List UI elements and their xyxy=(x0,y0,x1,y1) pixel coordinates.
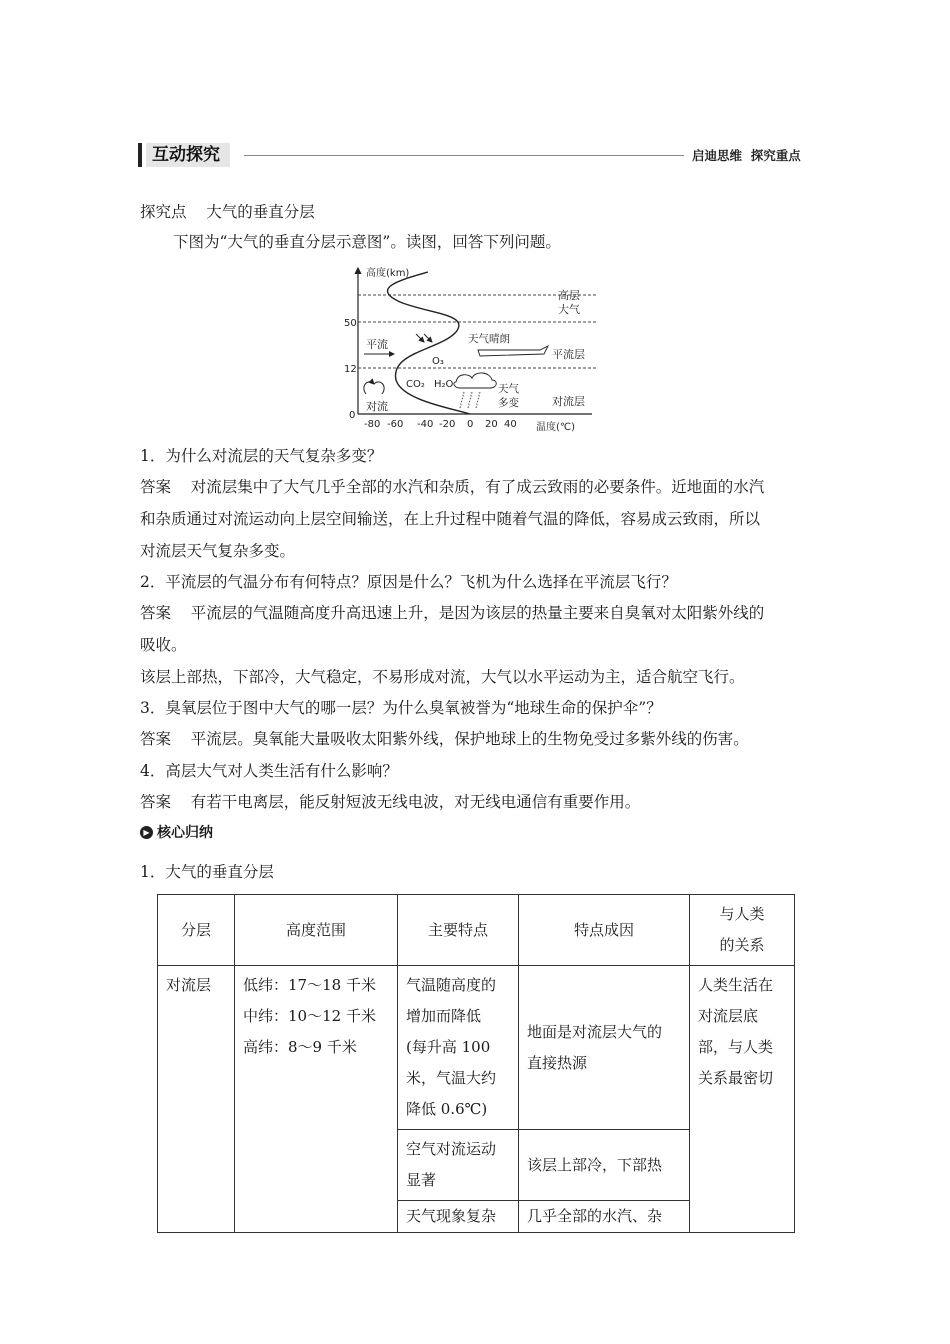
cause-cell-3: 几乎全部的水汽、杂 xyxy=(519,1201,690,1233)
topic-title: 探究点 大气的垂直分层 xyxy=(140,203,315,221)
atmosphere-layer-diagram xyxy=(330,262,630,434)
layer-label-high-1: 高层 xyxy=(558,289,580,302)
core-summary-heading xyxy=(140,822,213,842)
convection-arrow-2 xyxy=(374,382,384,394)
rain-line-1 xyxy=(460,392,464,408)
y-axis-label: 高度(km) xyxy=(366,268,410,279)
question-2: 2．平流层的气温分布有何特点？原因是什么？飞机为什么选择在平流层飞行？ xyxy=(140,573,677,591)
rain-line-3 xyxy=(476,392,480,408)
header-cell-range: 高度范围 xyxy=(235,895,398,966)
answer-2-line-2: 吸收。 xyxy=(140,636,187,654)
x-tick-20: 20 xyxy=(485,419,498,430)
x-tick--20: -20 xyxy=(439,419,456,430)
intro-text: 下图为“大气的垂直分层示意图”。读图，回答下列问题。 xyxy=(173,233,561,251)
x-tick-40: 40 xyxy=(504,419,517,430)
label-o3: O₃ xyxy=(432,356,444,367)
answer-2-line-1: 答案 平流层的气温随高度升高迅速上升，是因为该层的热量主要来自臭氧对太阳紫外线的 xyxy=(140,604,765,622)
question-4: 4．高层大气对人类生活有什么影响？ xyxy=(140,762,398,780)
x-tick--40: -40 xyxy=(417,419,434,430)
x-tick-0: 0 xyxy=(467,419,474,430)
label-co2: CO₂ xyxy=(406,379,425,390)
relation-cell: 人类生活在 对流层底 部，与人类 关系最密切 xyxy=(690,966,795,1233)
header-right-label: 启迪思维 探究重点 xyxy=(692,148,801,163)
header-cell-relation: 与人类 的关系 xyxy=(690,895,795,966)
answer-1-line-2: 和杂质通过对流运动向上层空间输送，在上升过程中随着气温的降低，容易成云致雨，所以 xyxy=(140,510,761,528)
cloud-shape xyxy=(454,373,496,388)
label-weather-1: 天气 xyxy=(498,383,519,395)
list-title: 1．大气的垂直分层 xyxy=(140,863,274,881)
y-tick-50: 50 xyxy=(344,318,357,329)
feature-cell-1: 气温随高度的 增加而降低 (每升高 100 米，气温大约 降低 0.6℃) xyxy=(398,966,519,1130)
core-summary-label: 核心归纳 xyxy=(157,825,213,841)
label-weather-2: 多变 xyxy=(498,397,519,409)
label-pingliu: 平流 xyxy=(366,338,388,351)
range-cell: 低纬：17～18 千米 中纬：10～12 千米 高纬：8～9 千米 xyxy=(235,966,398,1233)
header-cell-feature: 主要特点 xyxy=(398,895,519,966)
layer-label-troposphere: 对流层 xyxy=(552,395,585,408)
temperature-curve xyxy=(388,272,470,414)
label-sunny: 天气晴朗 xyxy=(468,333,510,345)
question-3: 3．臭氧层位于图中大气的哪一层？为什么臭氧被誉为“地球生命的保护伞”？ xyxy=(140,699,662,717)
label-duiliu: 对流 xyxy=(366,400,388,413)
y-tick-12: 12 xyxy=(344,364,357,375)
header-divider xyxy=(244,155,684,156)
atmosphere-layers-table xyxy=(157,894,795,1233)
layer-label-high-2: 大气 xyxy=(558,303,580,316)
convection-arrow-1 xyxy=(364,382,374,394)
uv-arrow-2 xyxy=(424,334,432,342)
header-cell-cause: 特点成因 xyxy=(519,895,690,966)
rain-line-2 xyxy=(468,392,472,408)
feature-cell-2: 空气对流运动 显著 xyxy=(398,1130,519,1201)
layer-cell-troposphere: 对流层 xyxy=(158,966,235,1233)
x-axis-label: 温度(℃) xyxy=(536,422,576,433)
cause-cell-2: 该层上部冷，下部热 xyxy=(519,1130,690,1201)
table-row xyxy=(158,966,795,1130)
answer-3: 答案 平流层。臭氧能大量吸收太阳紫外线，保护地球上的生物免受过多紫外线的伤害。 xyxy=(140,730,749,748)
header-cell-layer: 分层 xyxy=(158,895,235,966)
answer-2-line-3: 该层上部热，下部冷，大气稳定，不易形成对流，大气以水平运动为主，适合航空飞行。 xyxy=(140,668,745,686)
answer-1-line-1: 答案 对流层集中了大气几乎全部的水汽和杂质，有了成云致雨的必要条件。近地面的水汽 xyxy=(140,478,765,496)
x-tick--80: -80 xyxy=(364,419,381,430)
x-tick--60: -60 xyxy=(387,419,404,430)
answer-4: 答案 有若干电离层，能反射短波无线电波，对无线电通信有重要作用。 xyxy=(140,793,641,811)
cause-cell-1: 地面是对流层大气的 直接热源 xyxy=(519,966,690,1130)
table-header-row xyxy=(158,895,795,966)
section-header-title: 互动探究 xyxy=(146,143,230,167)
answer-1-line-3: 对流层天气复杂多变。 xyxy=(140,542,296,560)
y-tick-0: 0 xyxy=(349,410,356,421)
play-circle-icon: ▶ xyxy=(140,826,153,839)
feature-cell-3: 天气现象复杂 xyxy=(398,1201,519,1233)
airplane-shape xyxy=(478,346,548,356)
layer-label-stratosphere: 平流层 xyxy=(552,348,585,361)
question-1: 1．为什么对流层的天气复杂多变？ xyxy=(140,447,383,465)
label-h2o: H₂O xyxy=(434,379,454,390)
header-bar-accent xyxy=(138,143,142,167)
uv-arrow-1 xyxy=(416,334,424,342)
